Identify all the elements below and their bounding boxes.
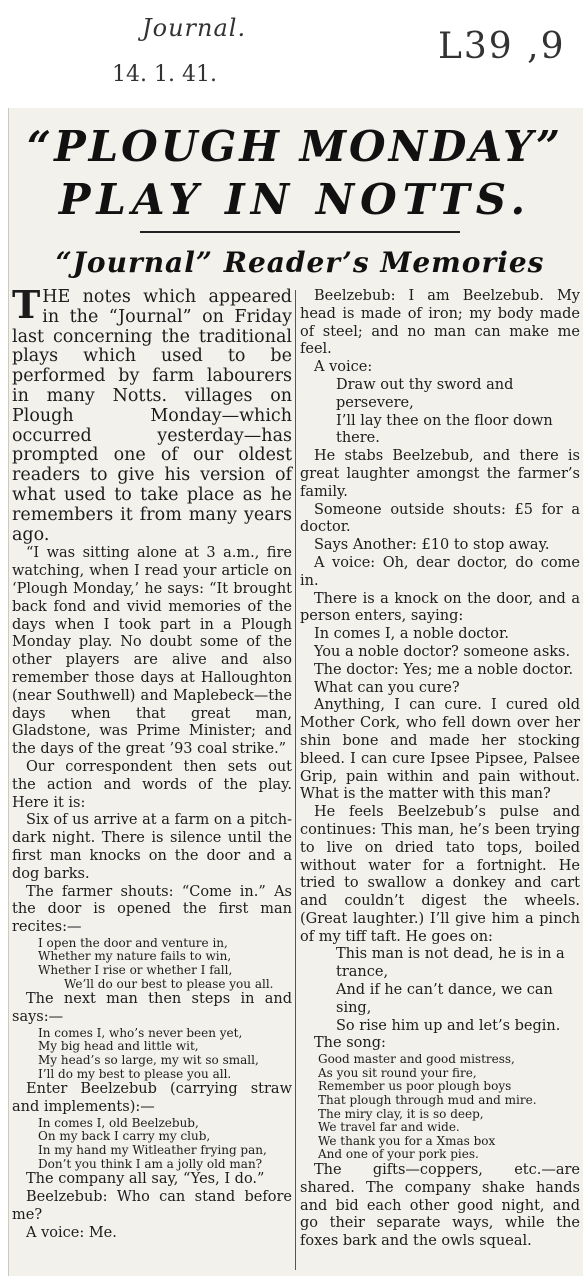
headline-rule	[140, 231, 460, 233]
verse-line: I’ll do my best to please you all.	[38, 1066, 232, 1081]
subheadline: “Journal” Reader’s Memories	[55, 246, 545, 279]
verse-line: And if he can’t dance, we can sing,	[336, 982, 553, 1016]
verse-line: This man is not dead, he is in a trance,	[336, 946, 565, 981]
paragraph: Says Another: £10 to stop away.	[314, 537, 550, 554]
paragraph: The next man then steps in and says:—	[12, 991, 292, 1026]
paragraph: Beelzebub: I am Beelzebub. My head is made of iron; my body made of steel; and no man can make me feel.	[300, 288, 580, 358]
song-line: We thank you for a Xmas box	[318, 1133, 496, 1148]
right-column	[300, 288, 580, 1251]
drop-cap: T	[12, 282, 41, 327]
verse-line: My head’s so large, my wit so small,	[38, 1053, 259, 1068]
paragraph: The song:	[314, 1035, 386, 1052]
paragraph: Beelzebub: Who can stand before me?	[12, 1189, 292, 1223]
handwritten-date-note: 14. 1. 41.	[112, 62, 217, 87]
verse-line: Whether I rise or whether I fall,	[38, 963, 233, 978]
song-line: As you sit round your fire,	[318, 1065, 477, 1080]
paragraph: The doctor: Yes; me a noble doctor.	[314, 661, 574, 678]
verse-line: On my back I carry my club,	[38, 1129, 211, 1144]
handwritten-source-note: Journal.	[142, 14, 247, 42]
song-line: We travel far and wide.	[318, 1120, 460, 1135]
paragraph: A voice:	[314, 359, 373, 376]
paragraph: There is a knock on the door, and a person enters, saying:	[300, 590, 580, 625]
paragraph: “I was sitting alone at 3 a.m., fire watching, when I read your article on ‘Plough Monday,’ he says: “It brought back fond and vivid memories of the days when I took part in a Plough Monday play. No doubt some of the other players are alive and also remember those days at Halloughton (near Southwell) and Maplebeck—the days when that great man, Gladstone, was Prime Minister; and the days of the great ’93 coal strike.”	[12, 545, 292, 758]
verse-line: So rise him up and let’s begin.	[336, 1017, 561, 1034]
song-line: And one of your pork pies.	[318, 1147, 479, 1162]
headline-line-2: PLAY IN NOTTS.	[58, 175, 532, 224]
lead-text: HE notes which appeared in the “Journal” on Friday last concerning the traditional plays which used to be performed by farm labourers in many Notts. villages on Plough Monday—which occurred yesterday—has prompted one of our oldest readers to give his version of what used to take place as he remembers it from many years ago.	[12, 287, 292, 545]
paragraph: What can you cure?	[314, 679, 460, 696]
paragraph: He feels Beelzebub’s pulse and continues: This man, he’s been trying to live on dried tato tops, boiled without water for a fortnight. He tried to swallow a donkey and cart and couldn’t digest the wheels. (Great laughter.) I’ll give him a pinch of my tiff taft. He goes on:	[300, 804, 580, 945]
paragraph: In comes I, a noble doctor.	[314, 626, 509, 643]
paragraph: You a noble doctor? someone asks.	[314, 643, 571, 660]
paragraph: Anything, I can cure. I cured old Mother Cork, who fell down over her shin bone and made her stocking bleed. I can cure Ipsee Pipsee, Palsee Grip, pain within and pain without. What is the matter with this man?	[300, 697, 580, 803]
lead-paragraph	[12, 282, 292, 545]
headline-line-1: “PLOUGH MONDAY”	[26, 122, 564, 171]
paragraph: Six of us arrive at a farm on a pitch-dark night. There is silence until the first man knocks on the door and a dog barks.	[12, 812, 292, 882]
paragraph: Enter Beelzebub (carrying straw and implements):—	[12, 1081, 292, 1116]
verse-line: In comes I, who’s never been yet,	[38, 1025, 243, 1040]
verse-line: Don’t you think I am a jolly old man?	[38, 1156, 263, 1171]
song-line: Remember us poor plough boys	[318, 1079, 512, 1094]
song-line: Good master and good mistress,	[318, 1052, 515, 1067]
paragraph: Someone outside shouts: £5 for a doctor.	[300, 501, 580, 536]
song-line: The miry clay, it is so deep,	[318, 1106, 484, 1121]
left-column	[12, 282, 292, 1242]
verse-line: I’ll lay thee on the floor down there.	[336, 412, 553, 447]
paragraph: The gifts—coppers, etc.—are shared. The company shake hands and bid each other good night, and go their separate ways, while the foxes bark and the owls squeal.	[300, 1162, 580, 1250]
verse-line: In comes I, old Beelzebub,	[38, 1115, 199, 1130]
verse-line: I open the door and venture in,	[38, 935, 228, 950]
handwritten-reference-number: L39 ,9	[438, 26, 566, 67]
paragraph: The company all say, “Yes, I do.”	[26, 1171, 265, 1188]
song-line: That plough through mud and mire.	[318, 1093, 537, 1108]
verse-line: Draw out thy sword and persevere,	[336, 376, 514, 411]
verse-line: We’ll do our best to please you all.	[64, 976, 274, 991]
paragraph: He stabs Beelzebub, and there is great laughter amongst the farmer’s family.	[300, 448, 580, 500]
verse-line: My big head and little wit,	[38, 1039, 199, 1054]
paragraph: A voice: Oh, dear doctor, do come in.	[300, 554, 580, 589]
paragraph: The farmer shouts: “Come in.” As the door is opened the first man recites:—	[12, 883, 292, 936]
paragraph: Our correspondent then sets out the action and words of the play. Here it is:	[12, 758, 292, 811]
verse-line: In my hand my Witleather frying pan,	[38, 1143, 267, 1158]
paragraph: A voice: Me.	[26, 1224, 117, 1241]
column-divider	[295, 290, 296, 1270]
verse-line: Whether my nature fails to win,	[38, 949, 232, 964]
